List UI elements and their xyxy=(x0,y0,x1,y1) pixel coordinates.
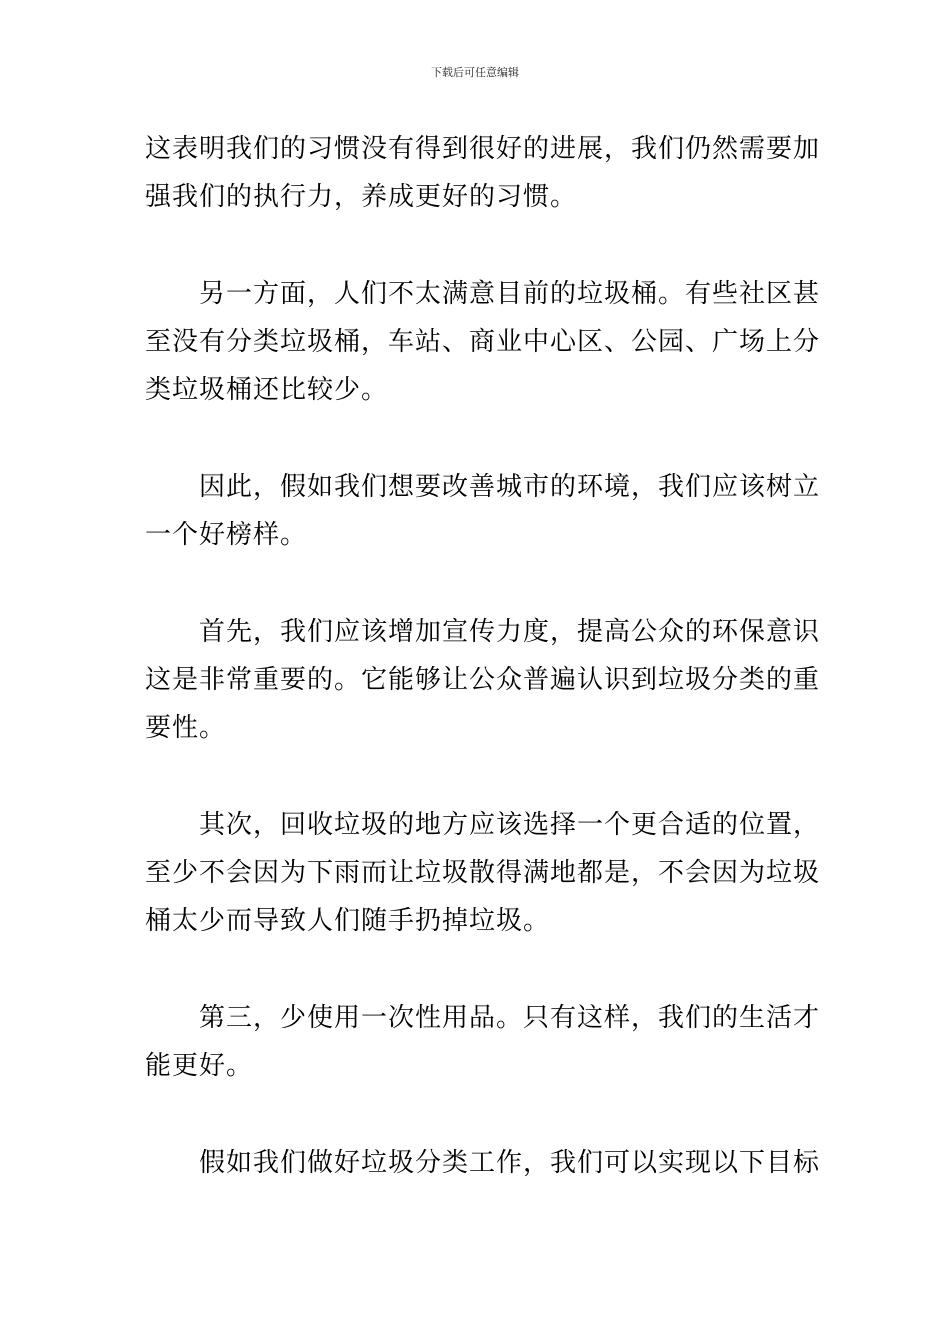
paragraph-line: 能更好。 xyxy=(145,1051,254,1081)
paragraph-3 xyxy=(145,463,821,559)
paragraph-line: 强我们的执行力，养成更好的习惯。 xyxy=(145,182,578,212)
paragraph-line: 第三，少使用一次性用品。只有这样，我们的生活才 xyxy=(199,1003,821,1033)
paragraph-line: 这表明我们的习惯没有得到很好的进展，我们仍然需要加 xyxy=(145,134,821,164)
paragraph-line: 假如我们做好垃圾分类工作，我们可以实现以下目标 xyxy=(199,1148,821,1178)
paragraph-line: 要性。 xyxy=(145,713,227,743)
paragraph-6 xyxy=(145,994,821,1090)
paragraph-line: 至没有分类垃圾桶，车站、商业中心区、公园、广场上分 xyxy=(145,327,821,357)
paragraph-5 xyxy=(145,801,821,945)
paragraph-7 xyxy=(145,1139,821,1187)
paragraph-1 xyxy=(145,125,821,221)
paragraph-2 xyxy=(145,270,821,414)
paragraph-line: 一个好榜样。 xyxy=(145,520,308,550)
paragraph-line: 至少不会因为下雨而让垃圾散得满地都是，不会因为垃圾 xyxy=(145,858,821,888)
paragraph-line: 这是非常重要的。它能够让公众普遍认识到垃圾分类的重 xyxy=(145,665,821,695)
document-body xyxy=(145,125,821,1236)
paragraph-line: 另一方面，人们不太满意目前的垃圾桶。有些社区甚 xyxy=(199,279,821,309)
paragraph-line: 因此，假如我们想要改善城市的环境，我们应该树立 xyxy=(199,472,821,502)
paragraph-4 xyxy=(145,608,821,752)
paragraph-line: 桶太少而导致人们随手扔掉垃圾。 xyxy=(145,906,551,936)
paragraph-line: 其次，回收垃圾的地方应该选择一个更合适的位置， xyxy=(199,810,821,840)
page-header: 下载后可任意编辑 xyxy=(431,66,519,79)
paragraph-line: 类垃圾桶还比较少。 xyxy=(145,375,389,405)
paragraph-line: 首先，我们应该增加宣传力度，提高公众的环保意识 xyxy=(199,617,821,647)
